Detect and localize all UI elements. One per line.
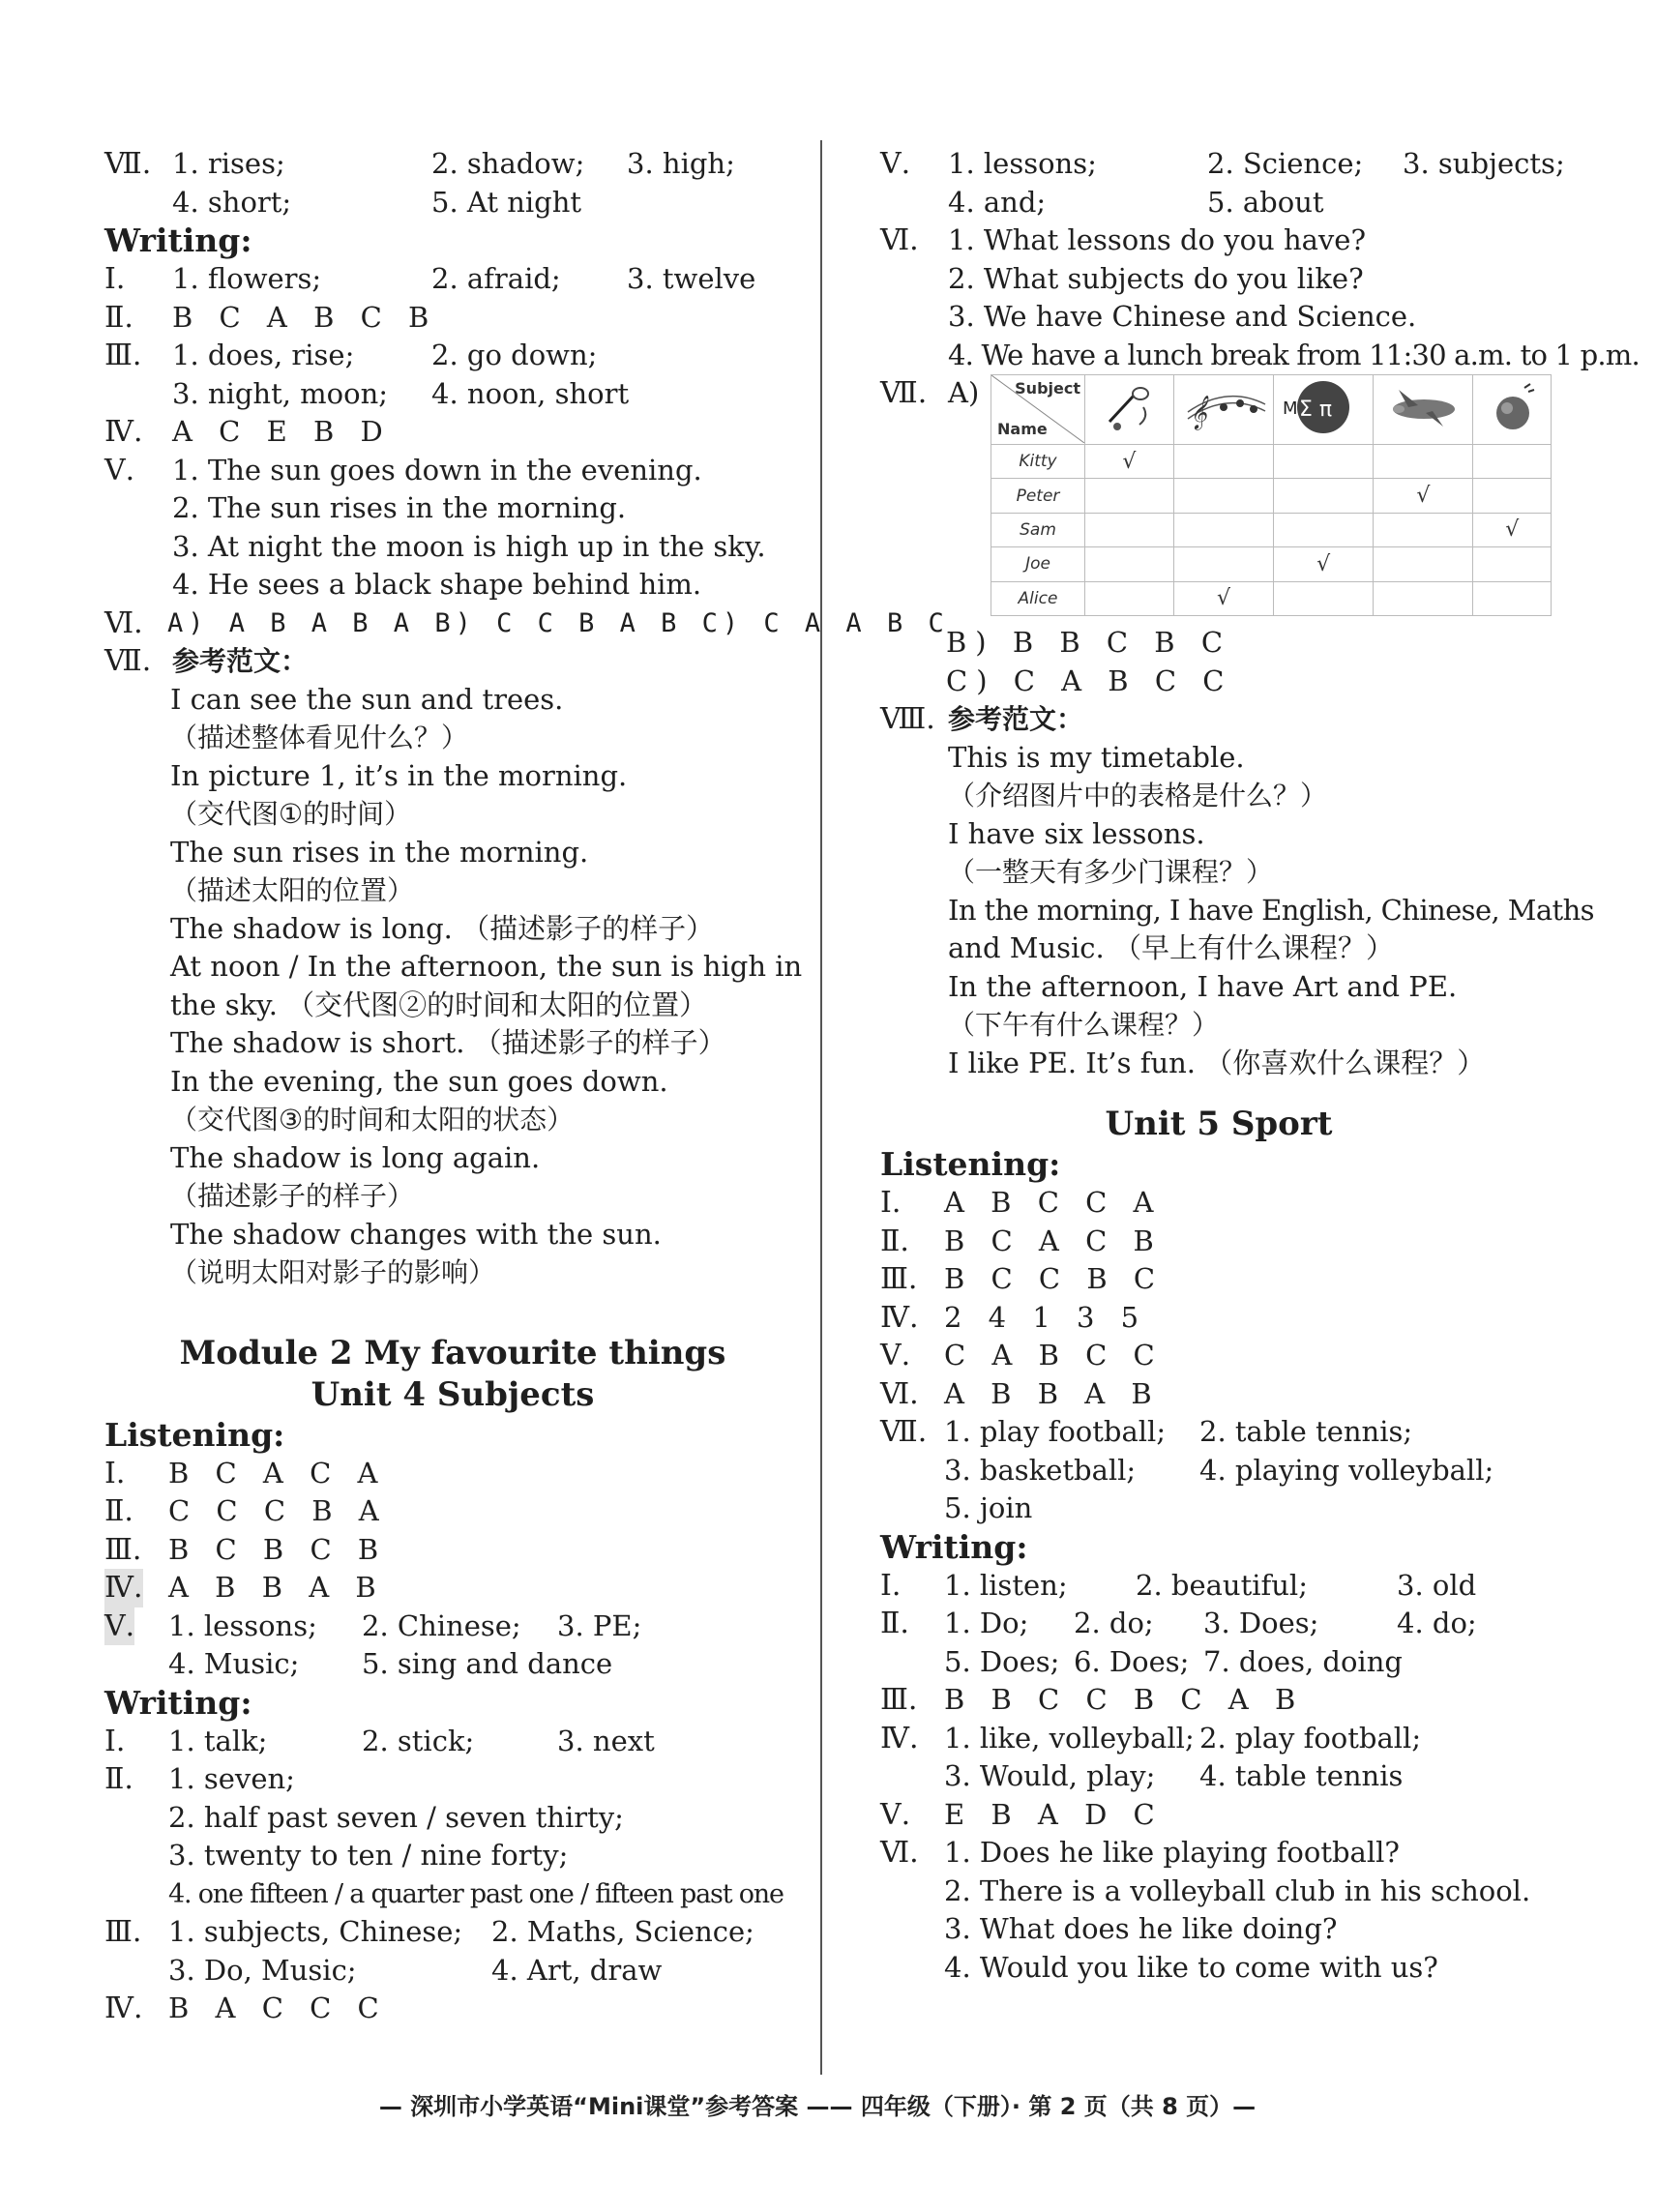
ans-text: In the morning, I have English, Chinese, Maths [948,893,1594,927]
answer-row [104,145,801,184]
essay-line [880,929,1557,968]
ans-item: 1. lessons; [948,147,1097,180]
section-number: Ⅱ. [880,1607,909,1640]
ans-text: In the evening, the sun goes down. [170,1064,668,1098]
section-number: Ⅲ. [880,1683,918,1717]
table-cell [1274,581,1374,615]
ans-text: E B A D C [944,1797,1164,1831]
ans-item: 1. lessons; [168,1608,317,1642]
ans-item: 2. table tennis; [1199,1415,1413,1448]
ans-item: 1. talk; [168,1724,268,1757]
ans-text: B B C C B C A B [944,1683,1305,1716]
module-title: Module 2 My favourite things [179,1333,726,1372]
answer-row [880,1337,1557,1375]
ans-text: （描述太阳的位置） [170,874,415,906]
section-number: Ⅱ. [104,300,133,335]
section-number: Ⅵ. [104,605,143,640]
column-divider [820,140,822,2075]
ans-item: 5. At night [431,185,582,219]
ans-item: 6. Does; [1074,1644,1190,1678]
ans-text: B A C C C [168,1991,388,2024]
ans-text: 2. The sun rises in the morning. [172,491,627,524]
name-label: Name [997,420,1048,438]
answer-row [104,260,801,299]
answer-row [880,221,1557,260]
ans-text: B) B B C B C [946,626,1232,659]
essay-line [104,1101,801,1139]
ans-item: 2. Science; [1207,147,1364,180]
essay-line [880,815,1557,854]
section-number: Ⅲ. [104,1532,142,1567]
section-number: Ⅰ. [880,1186,902,1220]
answer-row [880,1910,1557,1949]
section-header: Writing: [104,221,252,259]
ans-text: 3. twenty to ten / nine forty; [168,1839,569,1872]
ans-item: 2. shadow; [431,147,585,180]
ans-text: the sky. （交代图②的时间和太阳的位置） [170,988,708,1021]
ans-text: I like PE. It’s fun. （你喜欢什么课程？） [948,1046,1486,1079]
ans-text: B C B C B [168,1532,388,1566]
section-number: Ⅴ. [104,453,135,487]
section-number: Ⅶ. [880,1415,928,1449]
answer-row [104,1645,801,1684]
ans-item: 4. noon, short [431,376,630,410]
essay-line [880,892,1594,930]
section-number: Ⅴ. [880,147,911,181]
section-number: Ⅱ. [104,1494,133,1528]
student-name: Sam [991,513,1085,546]
section-header: Writing: [104,1683,252,1722]
ans-item: 1. flowers; [172,262,322,295]
essay-line [104,757,801,796]
section-number: Ⅵ. [880,223,919,257]
answer-row [104,605,949,643]
essay-line [104,1216,801,1254]
page-footer: — 深圳市小学英语“Mini课堂”参考答案 —— 四年级（下册）· 第 2 页（共 8 页）— [378,2093,1257,2120]
table-cell [1374,513,1473,546]
ans-text: The sun rises in the morning. [170,835,589,869]
section-number: Ⅲ. [880,1262,918,1296]
answer-row [104,337,801,375]
table-cell [1473,547,1552,581]
answer-row [104,642,801,681]
essay-line [104,1063,801,1102]
essay-line [104,1139,801,1178]
answer-row [104,1913,801,1952]
ans-text: （说明太阳对影子的影响） [170,1256,496,1288]
answer-row [104,1607,801,1646]
table-cell [1173,479,1273,513]
section-number: Ⅰ. [880,1568,902,1603]
essay-line [104,871,801,910]
svg-text:M: M [1283,398,1298,419]
essay-line [880,739,1557,778]
essay-line [880,777,1557,815]
table-cell [1473,479,1552,513]
section-number: Ⅱ. [104,1762,133,1796]
ans-text: 参考范文： [948,703,1084,735]
table-cell [1085,547,1174,581]
ans-text: 3. What does he like doing? [944,1912,1338,1945]
answer-row [880,260,1557,299]
tick-mark: √ [1173,581,1273,615]
ans-text: 3. We have Chinese and Science. [948,300,1417,333]
ans-text: B C A B C B [172,300,438,334]
ans-text: 2. There is a volleyball club in his school. [944,1873,1531,1907]
answer-row [880,1834,1557,1873]
ans-item: 4. Music; [168,1647,300,1680]
answer-row [880,1605,1557,1643]
section-number: Ⅰ. [104,262,126,296]
ans-item: 3. twelve [627,262,756,295]
ans-item: 1. does, rise; [172,339,355,371]
essay-line [104,948,801,987]
ans-text: The shadow is long. （描述影子的样子） [170,911,715,945]
ans-item: 4. table tennis [1199,1759,1404,1792]
section-header: Writing: [880,1527,1028,1566]
answer-row [880,145,1565,184]
ans-text: This is my timetable. [948,740,1245,774]
essay-line [104,1024,801,1063]
ans-text: 1. The sun goes down in the evening. [172,453,702,487]
essay-line [104,910,801,949]
student-name: Kitty [991,445,1085,479]
science-icon [1374,375,1473,445]
ans-text: （描述影子的样子） [170,1180,415,1212]
essay-line [880,968,1557,1007]
answer-row [104,413,801,452]
table-cell [1274,513,1374,546]
table-cell [1274,479,1374,513]
ans-text: A C E B D [172,415,392,448]
answer-row [880,1720,1557,1758]
answer-row [104,1531,801,1570]
ans-text: 4. one fifteen / a quarter past one / fifteen past one [168,1878,784,1909]
answer-row [880,337,1640,375]
ans-text: 2. half past seven / seven thirty; [168,1800,624,1834]
ans-text: （一整天有多少门课程？） [948,856,1274,888]
ans-text: 2. What subjects do you like? [948,261,1364,295]
ans-text: 4. He sees a black shape behind him. [172,568,702,601]
answer-row [880,1949,1557,1988]
ans-item: 3. old [1397,1568,1477,1602]
ans-text: 2 4 1 3 5 [944,1300,1148,1334]
essay-line [104,987,801,1025]
ans-item: 3. Would, play; [944,1759,1156,1792]
ans-text: A) A B A B A B) C C B A B C) C A A B C [167,607,949,638]
ans-text: （下午有什么课程？） [948,1009,1220,1041]
ans-item: 1. subjects, Chinese; [168,1915,463,1948]
table-cell [1374,445,1473,479]
unit-title: Unit 5 Sport [1105,1105,1333,1143]
essay-line [880,853,1557,892]
answer-row [880,700,1557,739]
answer-row [880,1873,1557,1911]
essay-line [880,1045,1557,1083]
answer-row [104,489,801,528]
answer-row [880,1489,1557,1528]
ans-text: 3. At night the moon is high up in the sky. [172,529,766,563]
section-number: Ⅴ. [880,1339,911,1372]
answer-row [880,1452,1557,1490]
ans-text: The shadow is long again. [170,1140,541,1174]
section-number: Ⅷ. [880,702,935,736]
ans-text: C) C A B C C [946,664,1233,697]
ans-text: （交代图③的时间和太阳的状态） [170,1104,575,1135]
section-number: Ⅲ. [104,1915,142,1949]
answer-row [104,1990,801,2028]
answer-row [104,1723,801,1761]
ans-text: and Music. （早上有什么课程？） [948,931,1394,964]
section-number: Ⅳ. [104,415,143,449]
ans-text: A B B A B [168,1571,385,1604]
ans-item: 4. do; [1397,1607,1477,1639]
ans-text: The shadow is short. （描述影子的样子） [170,1026,726,1059]
ans-item: 2. play football; [1199,1721,1422,1755]
subject-label: Subject [1015,379,1080,398]
ans-text: I can see the sun and trees. [170,682,564,716]
section-number: Ⅴ. [104,1607,134,1646]
ans-text: B C A C A [168,1456,387,1489]
section-number: Ⅶ. [104,147,152,181]
ans-item: 1. rises; [172,147,285,180]
spacer [104,1292,801,1333]
section-number: Ⅱ. [880,1224,909,1258]
svg-text:Σ π: Σ π [1299,398,1333,422]
answer-row [104,1455,801,1493]
section-number: Ⅶ. [104,644,152,678]
student-name: Joe [991,547,1085,581]
ans-text: （描述整体看见什么？） [170,722,469,753]
section-number: Ⅳ. [880,1721,919,1755]
answer-row [104,528,801,567]
essay-line [104,1177,801,1216]
ans-text: B C C B C [944,1262,1165,1295]
ans-item: 4. short; [172,185,292,219]
essay-line [104,795,801,834]
ans-text: 参考范文： [172,645,309,677]
answer-row [104,1492,801,1531]
answer-row [104,1875,801,1914]
maths-icon [1274,375,1374,445]
answer-row [104,1760,801,1799]
ans-text: 1. seven; [168,1762,295,1795]
ans-item: 5. Does; [944,1644,1060,1678]
part-label: A) [948,376,980,409]
answer-row [880,1567,1557,1606]
ans-item: 2. do; [1074,1607,1154,1639]
ans-text: I have six lessons. [948,816,1205,850]
answer-row [104,299,801,338]
table-cell [1473,581,1552,615]
tick-mark: √ [1374,479,1473,513]
answer-row [104,566,801,605]
answer-row [880,1796,1557,1835]
ans-item: 5. about [1207,185,1324,219]
student-name: Alice [991,581,1085,615]
table-cell [1374,581,1473,615]
ans-text: （交代图①的时间） [170,798,412,830]
answer-row [880,1681,1557,1720]
ans-item: 3. high; [627,147,735,180]
section-number: Ⅶ. [880,376,928,410]
essay-line [104,834,801,872]
ans-item: 1. play football; [944,1415,1167,1448]
table-cell [1173,513,1273,546]
table-cell [1374,547,1473,581]
section-number: Ⅳ. [104,1569,143,1607]
ans-text: （介绍图片中的表格是什么？） [948,780,1328,811]
ans-item: 3. Does; [1203,1607,1319,1639]
ans-text: In the afternoon, I have Art and PE. [948,969,1458,1003]
answer-row [880,624,1557,663]
answer-row [880,1757,1557,1796]
answer-row [104,1837,801,1875]
answer-row [880,1413,1557,1452]
ans-item: 4. and; [948,185,1047,219]
answer-row [104,1799,801,1838]
ans-text: In picture 1, it’s in the morning. [170,758,628,792]
subject-table-block [880,374,1557,624]
tick-mark: √ [1274,547,1374,581]
table-cell [1473,445,1552,479]
answer-row [104,1569,801,1607]
section-number: Ⅰ. [104,1724,126,1758]
answer-row [104,184,801,222]
table-cell [1173,445,1273,479]
tick-mark: √ [1085,445,1174,479]
table-cell [1085,581,1174,615]
ans-item: 5. join [944,1491,1033,1524]
essay-line [104,719,801,757]
ans-text: 4. Would you like to come with us? [944,1950,1438,1984]
tick-mark: √ [1473,513,1552,546]
ans-item: 3. night, moon; [172,376,389,410]
ans-text: 1. What lessons do you have? [948,223,1367,256]
ans-item: 3. subjects; [1403,147,1565,180]
ans-item: 2. beautiful; [1136,1568,1308,1602]
table-cell [1085,513,1174,546]
answer-row [104,375,801,414]
ans-item: 1. Do; [944,1607,1029,1639]
section-number: Ⅳ. [880,1300,919,1335]
answer-row [880,663,1557,701]
ans-item: 2. afraid; [431,262,561,295]
ans-text: At noon / In the afternoon, the sun is high in [170,950,803,983]
pe-icon [1473,375,1552,445]
ans-text: B C A C B [944,1224,1163,1257]
ans-item: 3. next [557,1724,655,1757]
ans-item: 2. go down; [431,339,598,371]
ans-item: 2. Maths, Science; [491,1915,754,1948]
answer-row [104,452,801,490]
section-number: Ⅲ. [104,339,142,372]
answer-row [880,298,1557,337]
table-cell [1085,479,1174,513]
ans-item: 5. sing and dance [362,1647,613,1680]
ans-item: 2. Chinese; [362,1608,521,1642]
ans-text: The shadow changes with the sun. [170,1217,662,1251]
ans-item: 1. like, volleyball; [944,1721,1195,1755]
answer-row [880,1223,1557,1261]
music-icon [1173,375,1273,445]
ans-item: 4. Art, draw [491,1953,663,1987]
section-number: Ⅴ. [880,1797,911,1832]
student-name: Peter [991,479,1085,513]
essay-line [104,681,801,720]
ans-item: 4. playing volleyball; [1199,1453,1494,1487]
ans-item: 3. Do, Music; [168,1953,357,1987]
right-column [880,145,1640,1987]
section-header: Listening: [880,1145,1061,1183]
ans-item: 2. stick; [362,1724,475,1757]
essay-line [880,1006,1557,1045]
answer-row [880,1184,1557,1223]
art-icon [1085,375,1174,445]
ans-text: C C C B A [168,1494,388,1527]
unit-title: Unit 4 Subjects [310,1374,595,1414]
table-cell [1274,445,1374,479]
answer-row [880,1375,1557,1414]
table-cell [1173,547,1273,581]
ans-text: A B B A B [944,1376,1161,1410]
spacer [880,1082,1557,1104]
ans-item: 7. does, doing [1203,1644,1403,1678]
answer-row [880,184,1557,222]
ans-item: 3. basketball; [944,1453,1137,1487]
answer-row [880,1643,1557,1682]
ans-text: C A B C C [944,1339,1164,1371]
answer-row [880,1260,1557,1299]
ans-item: 1. listen; [944,1568,1068,1602]
table-corner [991,375,1085,445]
section-number: Ⅵ. [880,1376,919,1411]
ans-text: 1. Does he like playing football? [944,1836,1400,1869]
subject-tick-table [991,374,1552,616]
section-header: Listening: [104,1415,285,1454]
ans-item: 3. PE; [557,1608,642,1642]
answer-row [880,1299,1557,1338]
section-number: Ⅳ. [104,1991,143,2025]
ans-text: 4. We have a lunch break from 11:30 a.m. to 1 p.m. [948,338,1640,371]
section-number: Ⅵ. [880,1836,919,1870]
svg-text:𝄞: 𝄞 [1189,396,1207,429]
ans-text: A B C C A [944,1186,1163,1219]
essay-line [104,1253,801,1292]
answer-row [104,1952,801,1991]
section-number: Ⅰ. [104,1456,126,1490]
